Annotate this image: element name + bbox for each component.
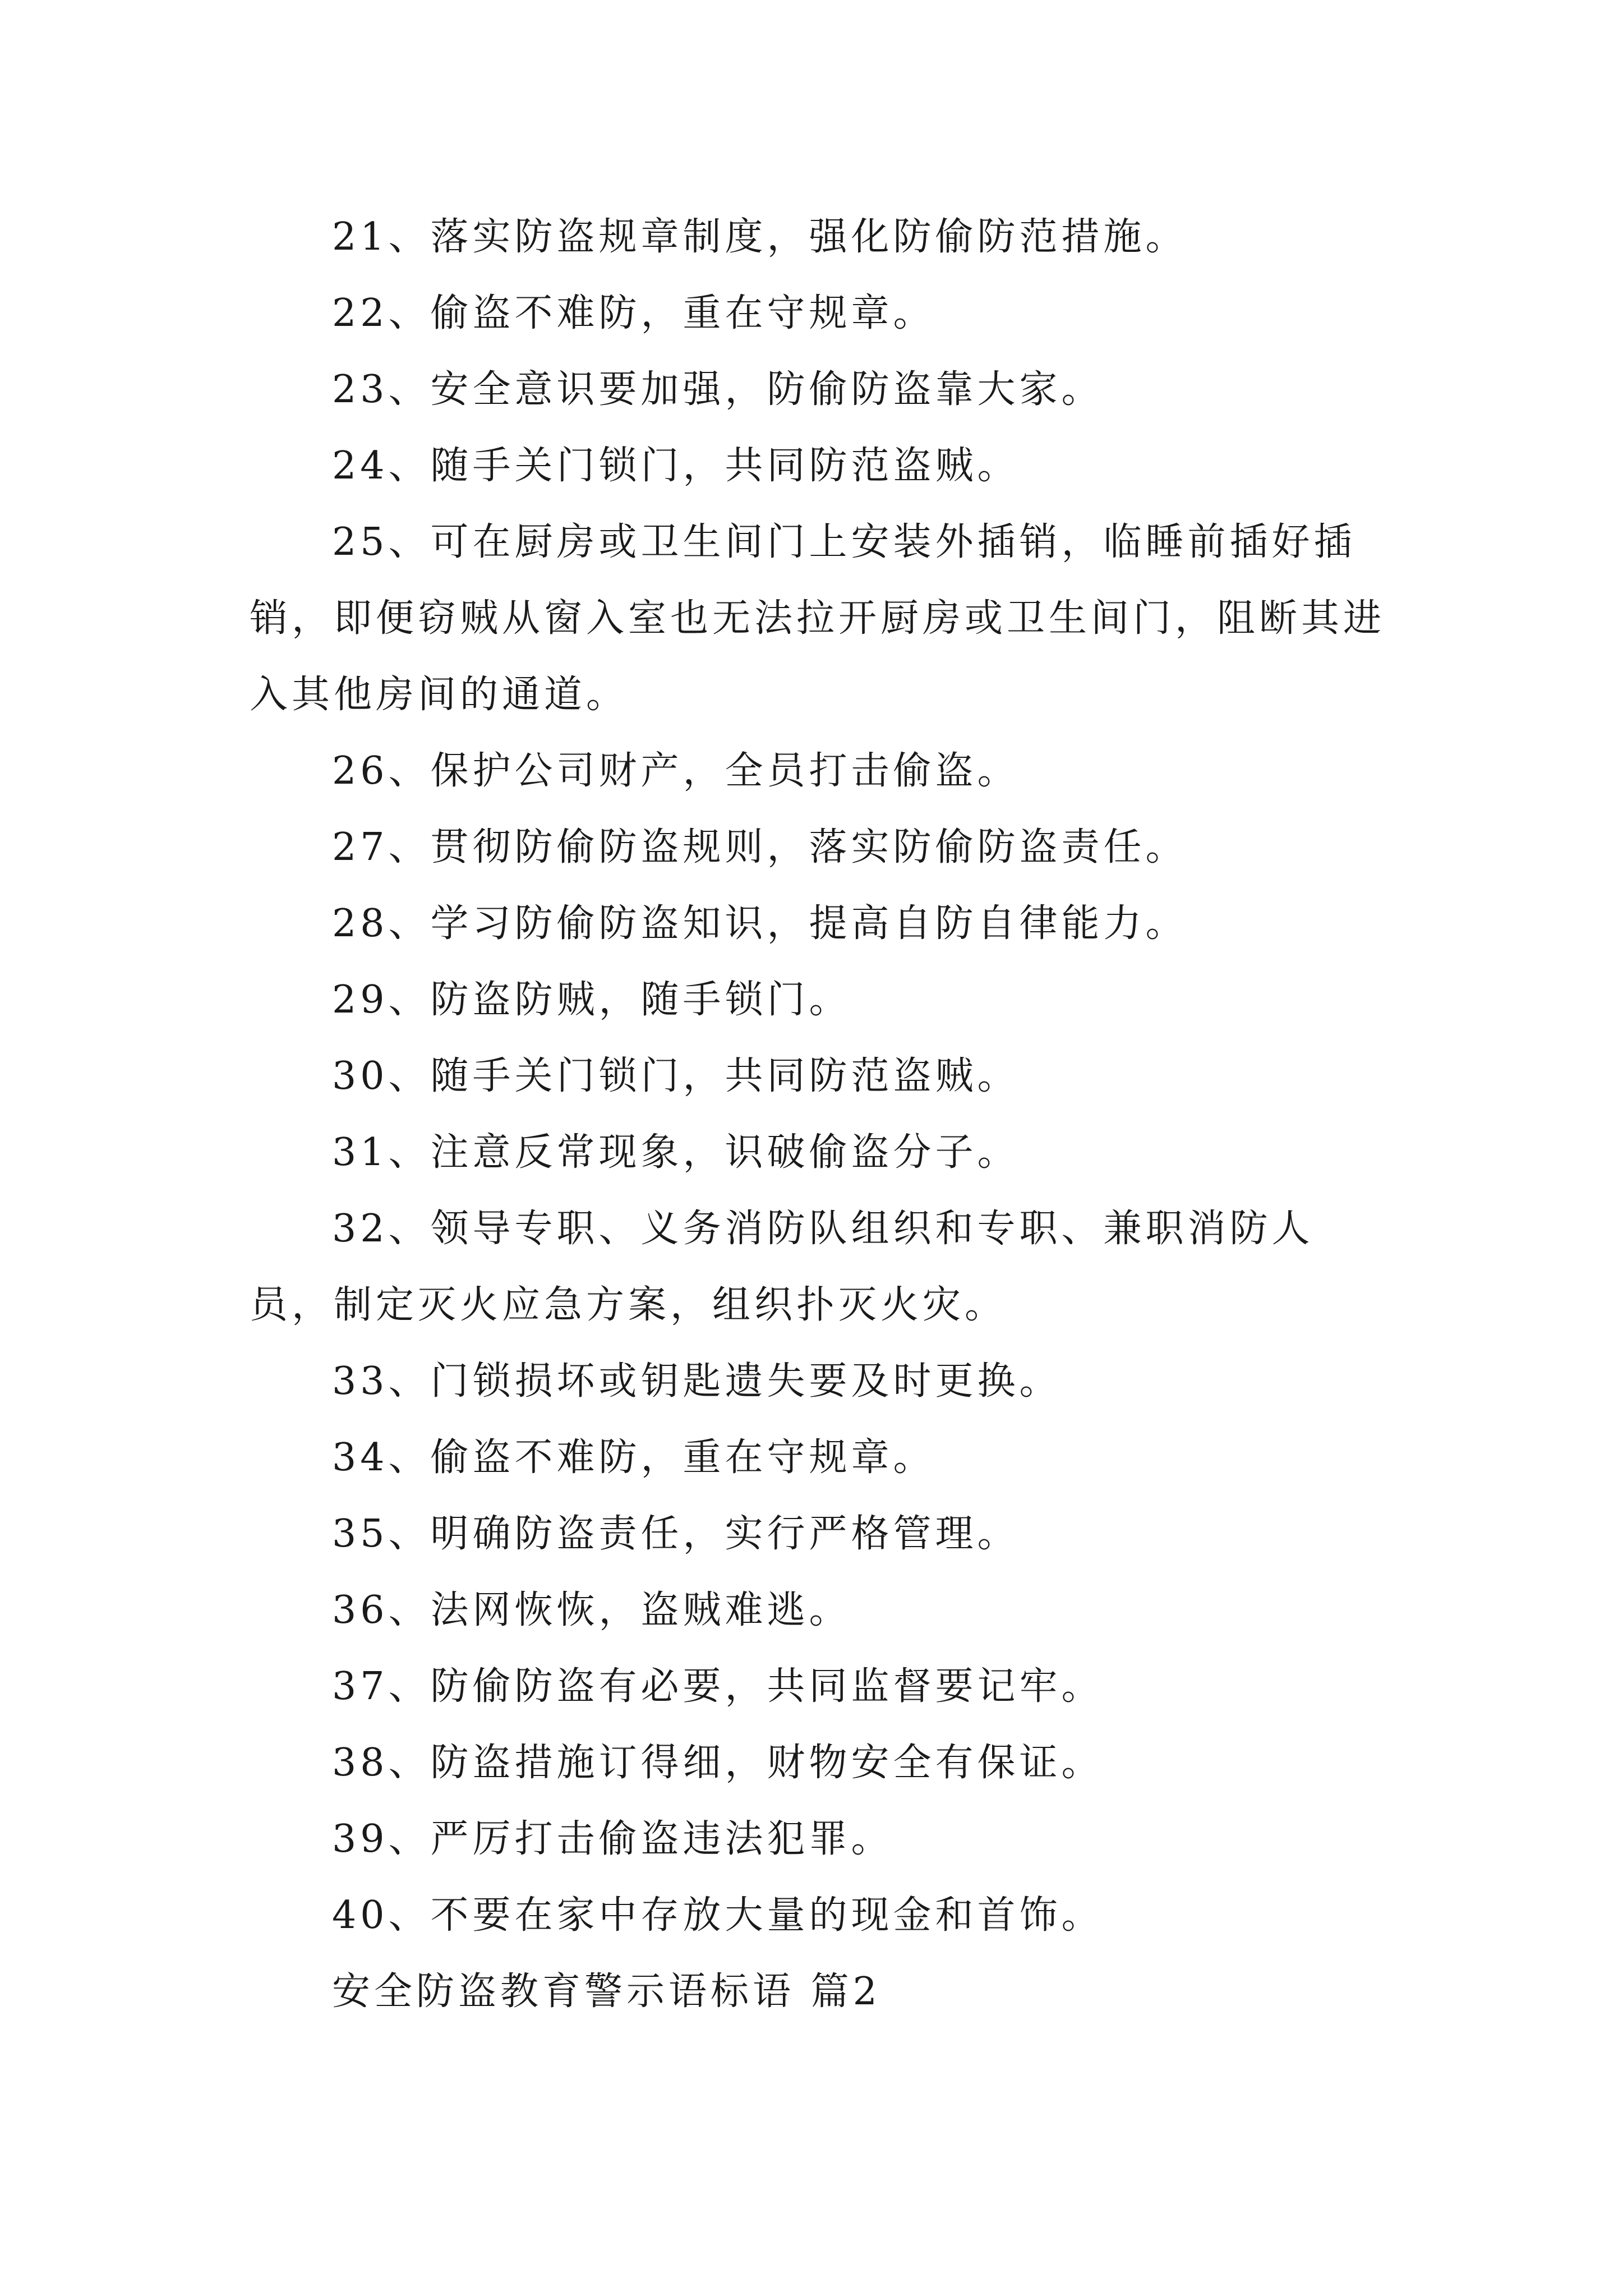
paragraph-25: 25、可在厨房或卫生间门上安装外插销，临睡前插好插销，即便窃贼从窗入室也无法拉开厨房或卫生间门，阻断其进入其他房间的通道。 <box>250 520 1386 717</box>
document-body <box>250 199 1394 2030</box>
paragraph-29: 29、防盗防贼，随手锁门。 <box>332 978 851 1022</box>
paragraph-21: 21、落实防盗规章制度，强化防偷防范措施。 <box>332 215 1188 259</box>
paragraph-22: 22、偷盗不难防，重在守规章。 <box>332 291 935 335</box>
paragraph-26: 26、保护公司财产，全员打击偷盗。 <box>332 749 1020 793</box>
paragraph-31: 31、注意反常现象，识破偷盗分子。 <box>332 1130 1020 1175</box>
paragraph-32: 32、领导专职、义务消防队组织和专职、兼职消防人员，制定灭火应急方案，组织扑灭火灾。 <box>250 1207 1314 1327</box>
paragraph-36: 36、法网恢恢，盗贼难逃。 <box>332 1588 851 1632</box>
paragraph-40: 40、不要在家中存放大量的现金和首饰。 <box>332 1893 1104 1938</box>
paragraph-23: 23、安全意识要加强，防偷防盗靠大家。 <box>332 367 1104 412</box>
paragraph-27: 27、贯彻防偷防盗规则，落实防偷防盗责任。 <box>332 825 1188 869</box>
paragraph-39: 39、严厉打击偷盗违法犯罪。 <box>332 1817 893 1861</box>
paragraph-28: 28、学习防偷防盗知识，提高自防自律能力。 <box>332 901 1188 946</box>
paragraph-24: 24、随手关门锁门，共同防范盗贼。 <box>332 444 1020 488</box>
paragraph-34: 34、偷盗不难防，重在守规章。 <box>332 1435 935 1480</box>
paragraph-30: 30、随手关门锁门，共同防范盗贼。 <box>332 1054 1020 1098</box>
section-heading: 安全防盗教育警示语标语 篇2 <box>332 1970 881 2014</box>
paragraph-35: 35、明确防盗责任，实行严格管理。 <box>332 1512 1020 1556</box>
paragraph-33: 33、门锁损坏或钥匙遗失要及时更换。 <box>332 1359 1062 1404</box>
paragraph-37: 37、防偷防盗有必要，共同监督要记牢。 <box>332 1664 1104 1709</box>
paragraph-38: 38、防盗措施订得细，财物安全有保证。 <box>332 1741 1104 1785</box>
